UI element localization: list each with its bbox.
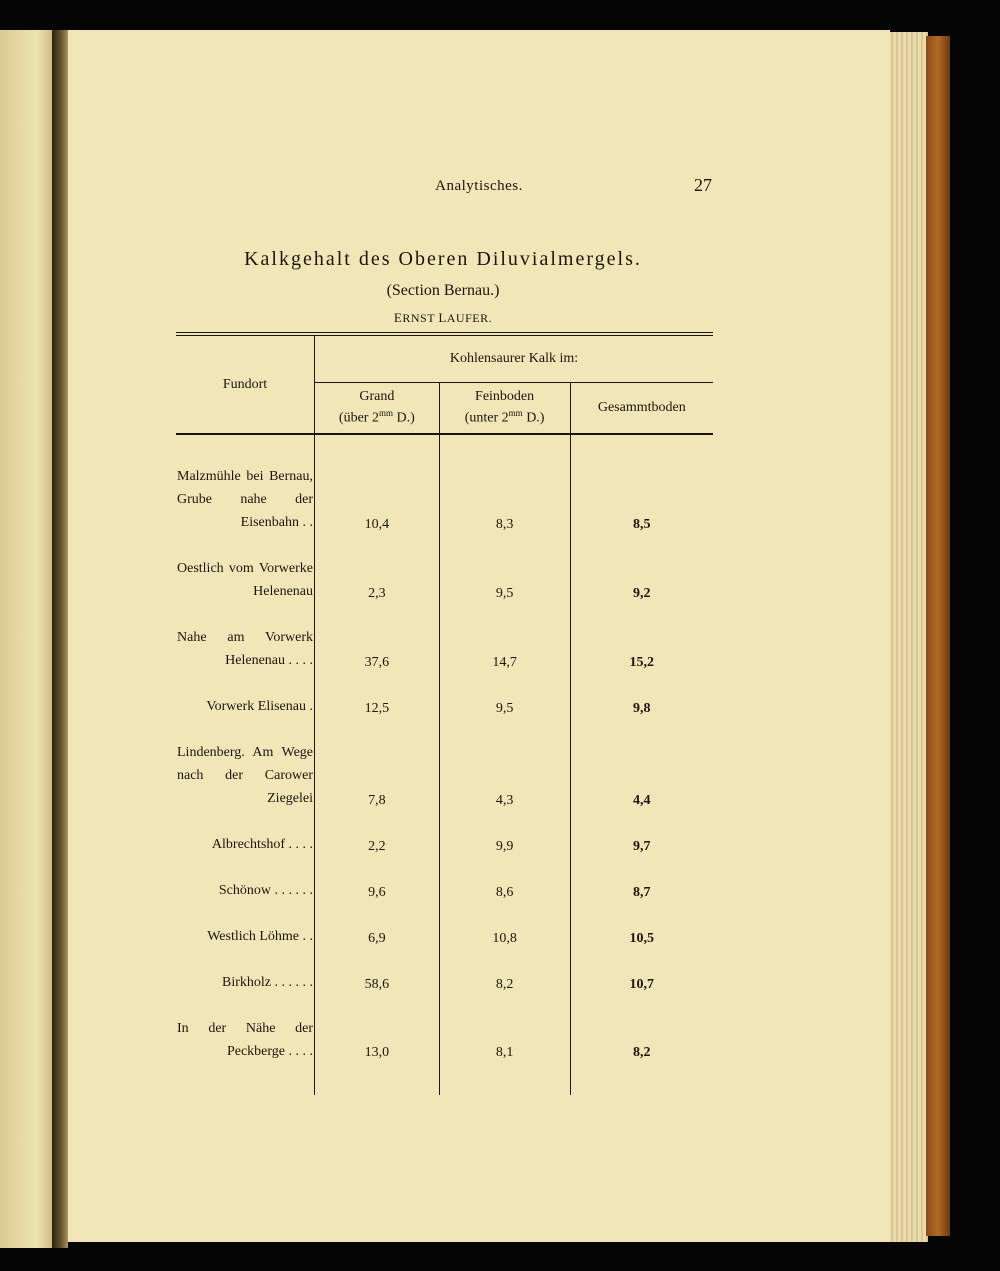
cell-feinboden: 9,5 bbox=[439, 673, 570, 719]
author-last-rest: AUFER. bbox=[446, 311, 493, 325]
header-grand bbox=[315, 383, 440, 435]
header-grand-post: D.) bbox=[392, 410, 415, 426]
cell-gesammtboden: 9,8 bbox=[633, 701, 651, 716]
header-fundort: Fundort bbox=[176, 334, 315, 434]
cell-grand: 12,5 bbox=[364, 701, 390, 716]
page-stack-edges bbox=[888, 32, 928, 1242]
author-initial-first: E bbox=[393, 310, 403, 325]
cell-grand: 7,8 bbox=[368, 793, 386, 808]
table-title: Kalkgehalt des Oberen Diluvialmergels. bbox=[244, 248, 642, 270]
cell-fundort: Lindenberg. Am Wege nach der Carower Ziegelei bbox=[176, 719, 315, 811]
cell-feinboden: 9,9 bbox=[439, 811, 570, 857]
cell-gesammtboden: 4,4 bbox=[633, 793, 651, 808]
cell-gesammtboden: 10,7 bbox=[629, 977, 655, 992]
header-grand-sup: mm bbox=[378, 408, 393, 419]
cell-fundort: Malzmühle bei Bernau, Grube nahe der Eisenbahn . . bbox=[176, 434, 315, 535]
page-number: 27 bbox=[694, 175, 712, 195]
cell-fundort: Birkholz . . . . . . bbox=[176, 949, 315, 995]
cell-feinboden: 8,2 bbox=[439, 949, 570, 995]
book-page bbox=[68, 30, 890, 1242]
cell-grand: 6,9 bbox=[368, 931, 386, 946]
cell-grand: 13,0 bbox=[364, 1045, 390, 1060]
header-fein-post: D.) bbox=[522, 410, 545, 426]
cell-grand: 58,6 bbox=[364, 977, 390, 992]
book-gutter bbox=[52, 30, 68, 1248]
header-feinboden bbox=[439, 383, 570, 435]
header-grand-pre: (über 2 bbox=[338, 410, 379, 426]
cell-grand: 10,4 bbox=[364, 517, 390, 532]
cell-grand: 9,6 bbox=[368, 885, 386, 900]
cell-feinboden: 8,1 bbox=[439, 995, 570, 1095]
cell-fundort: Nahe am Vorwerk Helenenau . . . . bbox=[176, 604, 315, 673]
cell-fundort: Vorwerk Elisenau . bbox=[176, 673, 315, 719]
cell-feinboden: 14,7 bbox=[439, 604, 570, 673]
table-row bbox=[176, 719, 713, 811]
cell-feinboden: 8,3 bbox=[439, 434, 570, 535]
table-row bbox=[176, 949, 713, 995]
cell-gesammtboden: 8,7 bbox=[633, 885, 651, 900]
header-grand-label: Grand bbox=[359, 389, 395, 405]
table-row bbox=[176, 995, 713, 1095]
cell-grand: 2,3 bbox=[368, 586, 386, 601]
cell-feinboden: 4,3 bbox=[439, 719, 570, 811]
header-fein-pre: (unter 2 bbox=[464, 410, 509, 426]
cell-gesammtboden: 15,2 bbox=[629, 655, 655, 670]
table-row bbox=[176, 811, 713, 857]
author-line bbox=[68, 310, 818, 326]
cell-fundort: Oestlich vom Vorwerke Helenenau bbox=[176, 535, 315, 604]
cell-feinboden: 10,8 bbox=[439, 903, 570, 949]
table-row bbox=[176, 903, 713, 949]
cell-feinboden: 9,5 bbox=[439, 535, 570, 604]
calcium-table bbox=[176, 332, 713, 1095]
cell-fundort: Westlich Löhme . . bbox=[176, 903, 315, 949]
cell-gesammtboden: 9,2 bbox=[633, 586, 651, 601]
table-row bbox=[176, 604, 713, 673]
cell-feinboden: 8,6 bbox=[439, 857, 570, 903]
header-fein-sup: mm bbox=[508, 408, 523, 419]
table-row bbox=[176, 535, 713, 604]
author-first-rest: RNST bbox=[402, 311, 435, 325]
header-kohlensaurer-kalk: Kohlensaurer Kalk im: bbox=[315, 334, 714, 383]
running-head: Analytisches. bbox=[435, 178, 523, 194]
cell-grand: 2,2 bbox=[368, 839, 386, 854]
cell-fundort: Schönow . . . . . . bbox=[176, 857, 315, 903]
author-initial-last: L bbox=[438, 310, 447, 325]
cell-fundort: In der Nähe der Peckberge . . . . bbox=[176, 995, 315, 1095]
cell-grand: 37,6 bbox=[364, 655, 390, 670]
cell-gesammtboden: 9,7 bbox=[633, 839, 651, 854]
header-fein-label: Feinboden bbox=[475, 389, 535, 405]
cell-fundort: Albrechtshof . . . . bbox=[176, 811, 315, 857]
table-body bbox=[176, 434, 713, 1095]
table-row bbox=[176, 434, 713, 535]
table-subtitle: (Section Bernau.) bbox=[386, 282, 500, 299]
cell-gesammtboden: 10,5 bbox=[629, 931, 655, 946]
book-cover-edge bbox=[926, 36, 950, 1236]
cell-gesammtboden: 8,2 bbox=[633, 1045, 651, 1060]
table-row bbox=[176, 857, 713, 903]
table-row bbox=[176, 673, 713, 719]
facing-page-edge bbox=[0, 30, 52, 1248]
cell-gesammtboden: 8,5 bbox=[633, 517, 651, 532]
header-gesammtboden: Gesammtboden bbox=[570, 383, 713, 435]
